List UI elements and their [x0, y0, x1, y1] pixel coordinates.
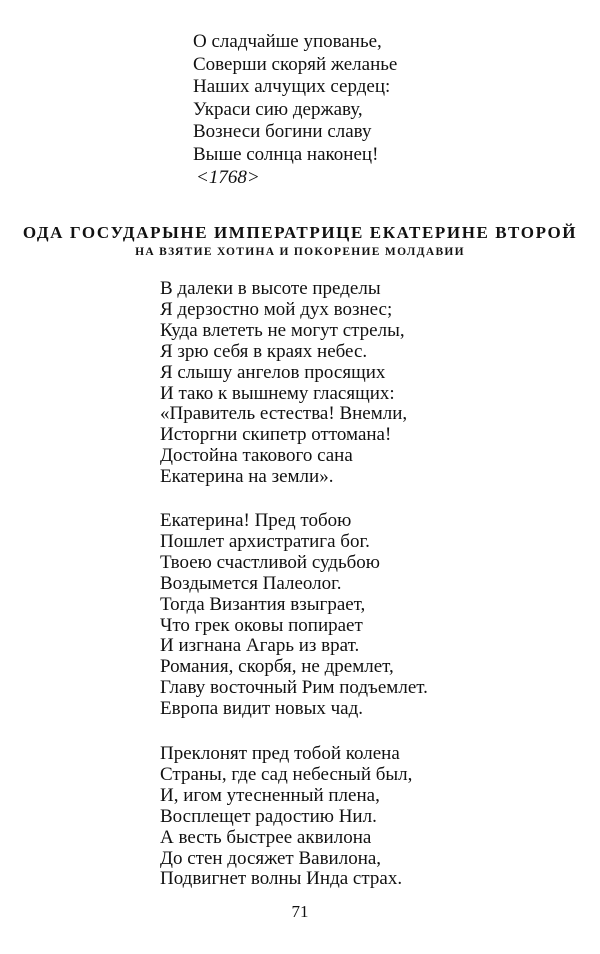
verse-line: Главу восточный Рим подъемлет.	[160, 677, 428, 699]
verse-line: Куда влететь не могут стрелы,	[160, 319, 405, 341]
verse-line: И изгнана Агарь из врат.	[160, 635, 360, 657]
verse-line: Восплещет радостию Нил.	[160, 805, 377, 827]
verse-line: Воздымется Палеолог.	[160, 572, 342, 594]
verse-line: А весть быстрее аквилона	[160, 826, 372, 848]
verse-line: Наших алчущих сердец:	[193, 76, 391, 98]
ode-stanza-1	[160, 279, 407, 488]
verse-line: Подвигнет волны Инда страх.	[160, 868, 403, 890]
verse-line: Исторгни скипетр оттомана!	[160, 424, 392, 446]
verse-line: Екатерина на земли».	[160, 466, 334, 488]
ode-subtitle: НА ВЗЯТИЕ ХОТИНА И ПОКОРЕНИЕ МОЛДАВИИ	[135, 246, 465, 258]
verse-line: Я слышу ангелов просящих	[160, 361, 386, 383]
poem-date: <1768>	[196, 167, 260, 188]
verse-line: Выше солнца наконец!	[193, 143, 379, 165]
verse-line: Я зрю себя в краях небес.	[160, 340, 368, 362]
verse-line: До стен досяжет Вавилона,	[160, 847, 382, 869]
verse-line: Твоею счастливой судьбою	[160, 551, 381, 573]
verse-line: Что грек оковы попирает	[160, 614, 363, 636]
verse-line: Вознеси богини славу	[193, 121, 372, 143]
verse-line: Тогда Византия взыграет,	[160, 593, 366, 615]
verse-line: Страны, где сад небесный был,	[160, 763, 413, 785]
verse-line: Соверши скоряй желанье	[193, 53, 398, 75]
verse-line: И тако к вышнему гласящих:	[160, 382, 395, 404]
ode-stanza-2	[160, 511, 428, 720]
ode-stanza-3	[160, 744, 412, 890]
verse-line: О сладчайше упованье,	[193, 31, 382, 52]
verse-line: В далеки в высоте пределы	[160, 278, 381, 299]
verse-line: Достойна такового сана	[160, 445, 353, 467]
verse-line: Я дерзостно мой дух вознес;	[160, 298, 393, 320]
verse-line: «Правитель естества! Внемли,	[160, 403, 408, 425]
intro-stanza	[193, 31, 397, 167]
verse-line: Екатерина! Пред тобою	[160, 510, 352, 531]
verse-line: Украси сию державу,	[193, 98, 363, 120]
verse-line: Европа видит новых чад.	[160, 698, 364, 720]
verse-line: И, игом утесненный плена,	[160, 784, 380, 806]
ode-title: ОДА ГОСУДАРЫНЕ ИМПЕРАТРИЦЕ ЕКАТЕРИНЕ ВТОРОЙ	[22, 223, 578, 242]
page-number: 71	[291, 902, 309, 921]
verse-line: Пошлет архистратига бог.	[160, 530, 370, 552]
verse-line: Преклонят пред тобой колена	[160, 743, 400, 764]
verse-line: Романия, скорбя, не дремлет,	[160, 656, 394, 678]
